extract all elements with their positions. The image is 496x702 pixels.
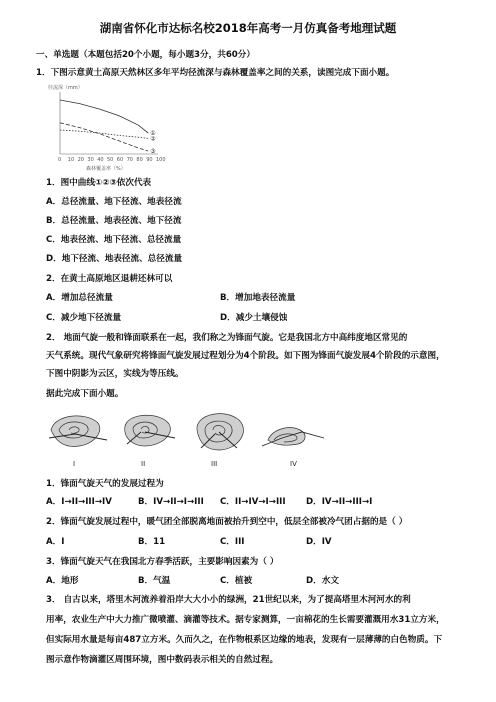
- x-tick-label: 0: [58, 157, 62, 163]
- x-tick-label: 50: [107, 157, 114, 163]
- x-tick-label: 80: [136, 157, 143, 163]
- q1-1-option-c[interactable]: C．地表径流、地下径流、总径流量: [46, 235, 182, 245]
- q3-paragraph-line-2: 用率，农业生产中大力推广微喷灌、滴灌等技术。据专家测算，一亩棉花的生长需要灌溉用水31立方米，: [46, 615, 445, 625]
- page-title: 湖南省怀化市达标名校2018年高考一月仿真备考地理试题: [99, 21, 397, 35]
- chart-xlabel: 森林覆盖率（%）: [86, 166, 126, 172]
- q1-2-option-a[interactable]: A．增加总径流量: [46, 293, 113, 303]
- stage-label-3: III: [211, 460, 218, 468]
- cyclone-stage-1-diagram: [45, 408, 115, 468]
- q1-2-option-d[interactable]: D．减少土壤侵蚀: [220, 313, 288, 323]
- q2-2-question: 2．锋面气旋发展过程中，暖气团全部脱离地面被抬升到空中，低层全部被冷气团占据的是（ ）: [46, 517, 408, 527]
- q2-1-option-c[interactable]: C．II→IV→I→III: [220, 497, 286, 507]
- q2-3-option-c[interactable]: C．植被: [220, 576, 253, 586]
- q2-2-option-b[interactable]: B．11: [138, 537, 166, 547]
- x-tick-label: 30: [87, 157, 94, 163]
- q2-2-option-a[interactable]: A．I: [46, 537, 65, 547]
- q2-3-question: 3．锋面气旋天气在我国北方春季活跃，主要影响因素为（ ）: [46, 557, 279, 567]
- stage-label-1: I: [73, 460, 76, 468]
- x-tick-label: 40: [97, 157, 104, 163]
- q1-1-question: 1．图中曲线①②③依次代表: [46, 178, 152, 188]
- q1-1-option-d[interactable]: D．地下径流、地表径流、总径流量: [46, 254, 183, 264]
- section-heading: 一、单选题（本题包括20个小题，每小题3分，共60分）: [36, 50, 255, 60]
- q1-1-option-b[interactable]: B．总径流量、地表径流、地下径流: [46, 216, 182, 226]
- cyclone-stage-2-diagram: [115, 408, 185, 468]
- chart-ylabel: 径流深（mm）: [48, 85, 83, 91]
- q3-paragraph-line-4: 图示意作物滴灌区周围环境，图中数码表示相关的自然过程。: [46, 655, 279, 665]
- stage-label-2: II: [141, 460, 146, 468]
- q2-1-option-b[interactable]: B．IV→II→I→III: [138, 497, 204, 507]
- cyclone-stage-4-diagram: [258, 408, 338, 468]
- q2-paragraph-line-4: 据此完成下面小题。: [46, 389, 124, 399]
- x-tick-label: 60: [116, 157, 124, 163]
- question-1-stem: 1．下图示意黄土高原天然林区多年平均径流深与森林覆盖率之间的关系，读图完成下面小题。: [36, 68, 395, 78]
- q2-3-option-d[interactable]: D．水文: [306, 576, 339, 586]
- q2-2-option-c[interactable]: C．III: [220, 537, 245, 547]
- x-tick-label: 20: [77, 157, 84, 163]
- q2-2-option-d[interactable]: D．IV: [306, 537, 332, 547]
- x-tick-label: 10: [67, 157, 75, 163]
- x-tick-label: 100: [156, 157, 166, 163]
- series-label-3: ③: [150, 148, 156, 155]
- q1-2-option-c[interactable]: C．减少地下径流量: [46, 313, 122, 323]
- x-tick-label: 70: [126, 157, 133, 163]
- q2-paragraph-line-1: 2． 地面气旋一般和锋面联系在一起，我们称之为锋面气旋。它是我国北方中高纬度地区常见的: [46, 333, 408, 343]
- stage-label-4: IV: [290, 460, 297, 468]
- series-label-2: ②: [150, 135, 156, 143]
- series-line-2: [60, 130, 148, 138]
- q1-2-option-b[interactable]: B．增加地表径流量: [220, 293, 296, 303]
- series-line-1: [60, 100, 148, 133]
- q2-paragraph-line-2: 天气系统。现代气象研究将锋面气旋发展过程划分为4个阶段。如下图为锋面气旋发展4个阶段的示意图，: [46, 351, 445, 361]
- q2-3-option-b[interactable]: B．气温: [138, 576, 171, 586]
- x-tick-label: 90: [146, 157, 153, 163]
- q3-paragraph-line-3: 但实际用水量是每亩487立方米。久而久之，在作物根系区边缘的地表，发现有一层薄薄的白色物质。下: [46, 635, 443, 645]
- cyclone-stage-3-diagram: [185, 408, 255, 468]
- q2-1-option-a[interactable]: A．I→II→III→IV: [46, 497, 112, 507]
- q2-paragraph-line-3: 下图中阴影为云区，实线为等压线。: [46, 369, 184, 379]
- q2-1-option-d[interactable]: D．IV→II→III→I: [306, 497, 373, 507]
- q1-1-option-a[interactable]: A．总径流量、地下径流、地表径流: [46, 197, 182, 207]
- series-label-1: ①: [150, 130, 156, 137]
- runoff-chart: [46, 82, 176, 172]
- q2-3-option-a[interactable]: A．地形: [46, 576, 79, 586]
- q2-1-question: 1．锋面气旋天气的发展过程为: [46, 479, 164, 489]
- q3-paragraph-line-1: 3． 自古以来，塔里木河流养着沿岸大大小小的绿洲，21世纪以来，为了提高塔里木河河水的利: [46, 595, 411, 605]
- q1-2-question: 2．在黄土高原地区退耕还林可以: [46, 274, 173, 284]
